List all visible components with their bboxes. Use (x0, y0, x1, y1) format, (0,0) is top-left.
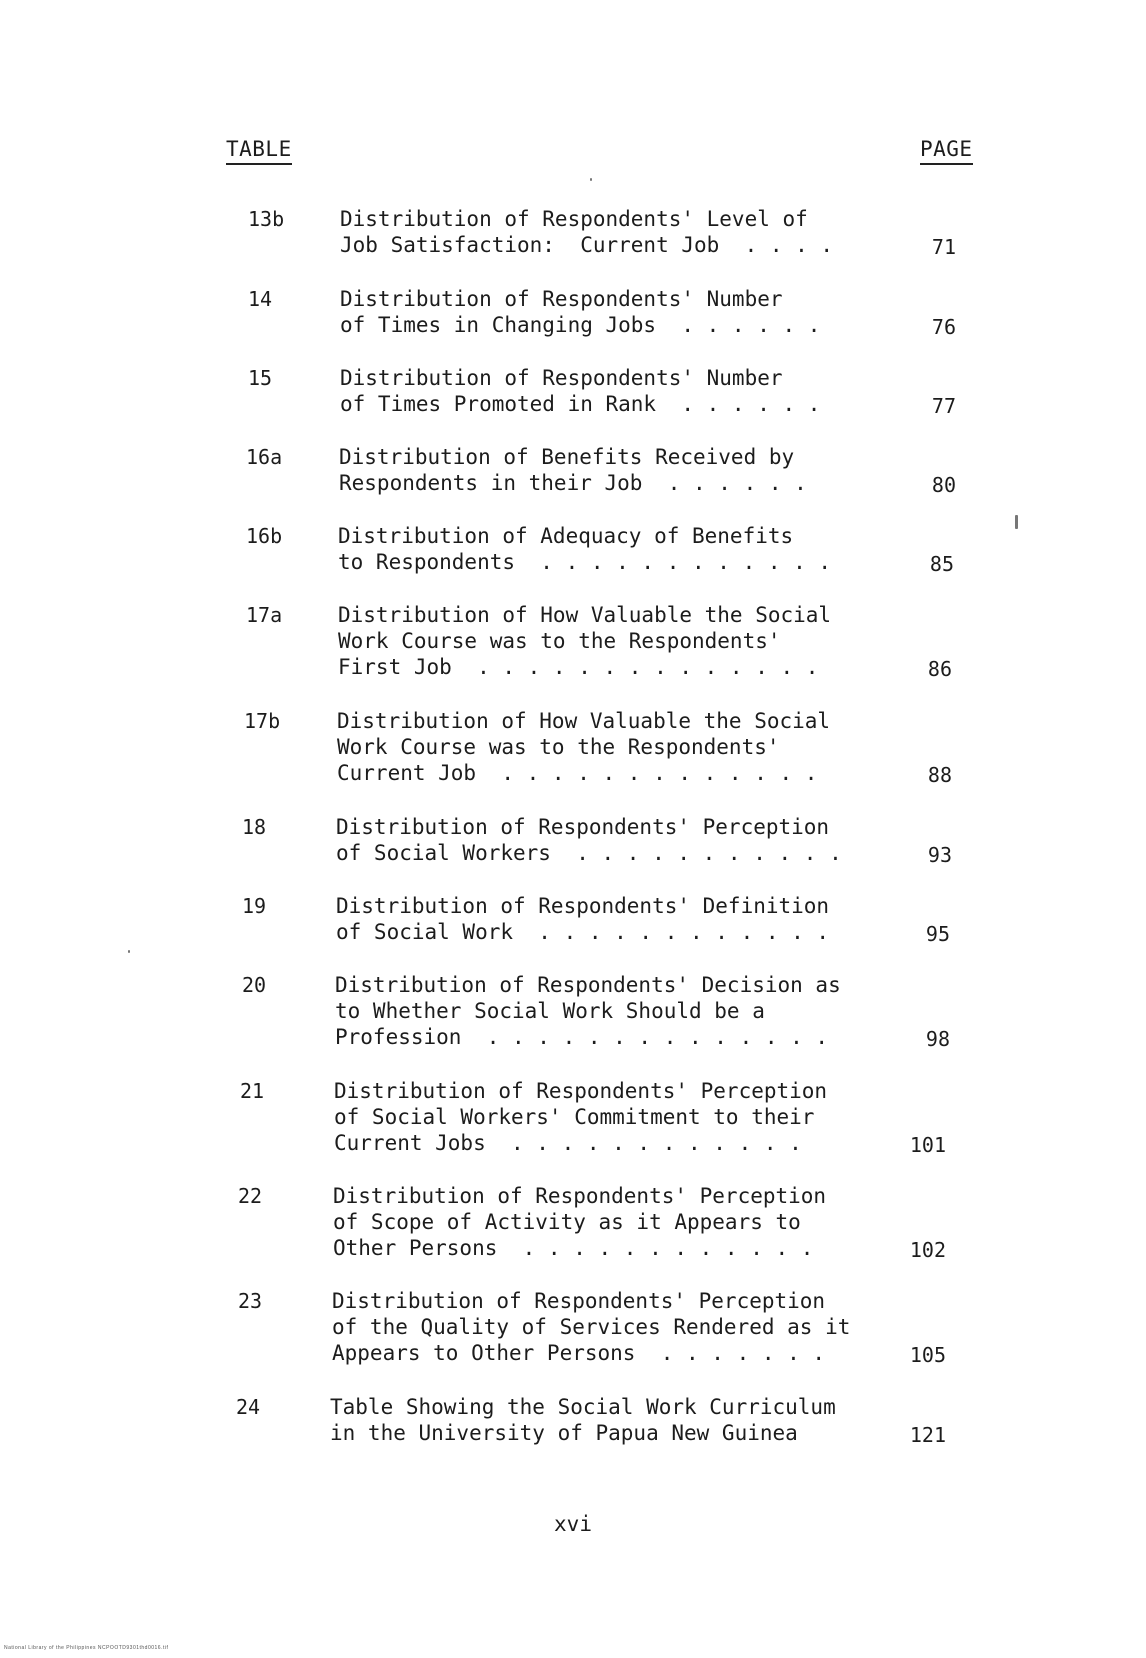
table-title-line: Distribution of How Valuable the Social (338, 603, 832, 627)
table-title (335, 972, 895, 1050)
page-column-header: PAGE (920, 138, 973, 165)
table-title-line: Distribution of Adequacy of Benefits (338, 524, 794, 548)
page-number: 102 (909, 1238, 946, 1262)
page-number: 77 (931, 394, 956, 418)
table-number: 19 (242, 894, 267, 918)
table-title-line: to Whether Social Work Should be a (335, 999, 765, 1023)
table-number: 16b (246, 524, 283, 548)
table-title-line: of Times in Changing Jobs . . . . . . (340, 313, 821, 337)
table-number: 17b (244, 709, 281, 733)
table-title (338, 602, 898, 680)
table-title-line: Job Satisfaction: Current Job . . . . (340, 233, 834, 257)
table-title-line: Distribution of How Valuable the Social (337, 709, 831, 733)
table-title-line: of Times Promoted in Rank . . . . . . (340, 392, 821, 416)
table-number: 18 (242, 815, 267, 839)
table-number: 23 (238, 1289, 263, 1313)
table-title-line: of Social Workers' Commitment to their (334, 1105, 815, 1129)
page-number: 95 (925, 922, 950, 946)
page-number: 80 (931, 473, 956, 497)
table-title-line: Respondents in their Job . . . . . . (339, 471, 807, 495)
table-title-line: to Respondents . . . . . . . . . . . . (338, 550, 832, 574)
page-number: 88 (927, 763, 952, 787)
page-number: 98 (925, 1027, 950, 1051)
table-number: 24 (236, 1395, 261, 1419)
table-title (339, 444, 899, 496)
table-title-line: Work Course was to the Respondents' (337, 735, 780, 759)
table-number: 17a (246, 603, 283, 627)
page-folio: xvi (554, 1512, 592, 1536)
table-title-line: Appears to Other Persons . . . . . . . (332, 1341, 826, 1365)
table-title-line: Other Persons . . . . . . . . . . . . (333, 1236, 814, 1260)
table-number: 22 (238, 1184, 263, 1208)
table-title-line: Distribution of Respondents' Perception (334, 1079, 828, 1103)
table-title-line: Table Showing the Social Work Curriculum (330, 1395, 836, 1419)
table-title-line: Distribution of Respondents' Number (340, 366, 783, 390)
table-title-line: Distribution of Respondents' Number (340, 287, 783, 311)
table-title-line: Distribution of Respondents' Decision as (335, 973, 841, 997)
page-number: 101 (909, 1133, 946, 1157)
table-title (334, 1078, 894, 1156)
table-title (340, 286, 900, 338)
table-title (336, 893, 896, 945)
table-title-line: of Social Work . . . . . . . . . . . . (336, 920, 830, 944)
table-title-line: of the Quality of Services Rendered as it (332, 1315, 851, 1339)
table-title (336, 814, 896, 866)
table-title-line: Distribution of Benefits Received by (339, 445, 795, 469)
table-title-line: of Social Workers . . . . . . . . . . . (336, 841, 842, 865)
table-title (338, 523, 898, 575)
page-number: 105 (909, 1343, 946, 1367)
scan-speck (590, 178, 592, 181)
page-number: 93 (927, 843, 952, 867)
table-number: 20 (242, 973, 267, 997)
page-number: 121 (909, 1423, 946, 1447)
page-number: 71 (931, 235, 956, 259)
table-title-line: Distribution of Respondents' Level of (340, 207, 808, 231)
table-number: 16a (246, 445, 283, 469)
table-title (332, 1288, 892, 1366)
table-column-header: TABLE (226, 138, 292, 165)
table-number: 21 (240, 1079, 265, 1103)
table-title-line: in the University of Papua New Guinea (330, 1421, 798, 1445)
table-title-line: First Job . . . . . . . . . . . . . . (338, 655, 819, 679)
page-number: 86 (927, 657, 952, 681)
table-title (330, 1394, 890, 1446)
table-title-line: Distribution of Respondents' Perception (332, 1289, 826, 1313)
table-title-line: Distribution of Respondents' Definition (336, 894, 830, 918)
table-title (337, 708, 897, 786)
table-title-line: of Scope of Activity as it Appears to (333, 1210, 801, 1234)
table-title-line: Current Job . . . . . . . . . . . . . (337, 761, 818, 785)
table-title (340, 365, 900, 417)
page-number: 76 (931, 315, 956, 339)
table-title-line: Profession . . . . . . . . . . . . . . (335, 1025, 829, 1049)
table-title-line: Distribution of Respondents' Perception (336, 815, 830, 839)
table-number: 15 (248, 366, 273, 390)
table-title-line: Work Course was to the Respondents' (338, 629, 781, 653)
table-title (333, 1183, 893, 1261)
table-number: 13b (248, 207, 285, 231)
table-title-line: Current Jobs . . . . . . . . . . . . (334, 1131, 802, 1155)
scan-footer-note: National Library of the Philippines NCPOOTD9301thd0016.tif (4, 1645, 169, 1651)
table-title-line: Distribution of Respondents' Perception (333, 1184, 827, 1208)
scan-speck (1015, 515, 1018, 529)
page-number: 85 (929, 552, 954, 576)
table-title (340, 206, 900, 258)
scan-speck (128, 950, 130, 953)
table-number: 14 (248, 287, 273, 311)
